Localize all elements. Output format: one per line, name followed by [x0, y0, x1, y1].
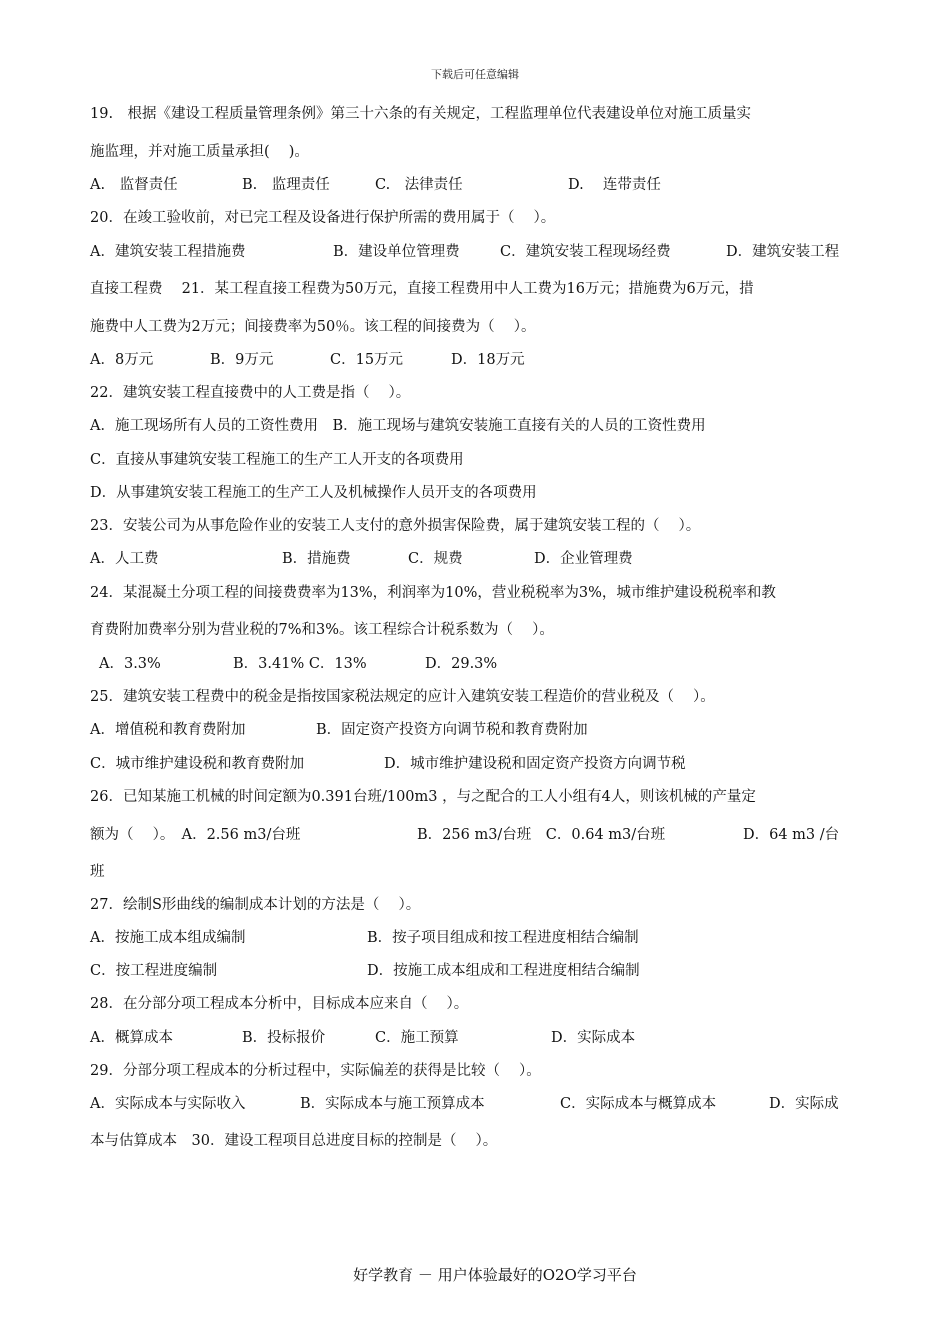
q26-line3: 班 — [90, 864, 105, 880]
q29-option-c: C．实际成本与概算成本 — [560, 1096, 717, 1112]
q19-stem-line2: 施监理，并对施工质量承担( )。 — [90, 144, 309, 160]
q25-stem: 25．建筑安装工程费中的税金是指按国家税法规定的应计入建筑安装工程造价的营业税及（ ）。 — [90, 689, 715, 705]
q27-option-b: B．按子项目组成和按工程进度相结合编制 — [367, 930, 639, 946]
q29-option-a: A．实际成本与实际收入 — [90, 1096, 246, 1112]
page-footer: 好学教育 － 用户体验最好的O2O学习平台 — [353, 1266, 637, 1284]
q20-option-c: C．建筑安装工程现场经费 — [500, 244, 671, 260]
q21-option-a: A．8万元 — [90, 352, 154, 368]
q24-options-bc: B．3.41% C．13% — [233, 656, 367, 672]
q25-option-c: C．城市维护建设税和教育费附加 — [90, 756, 305, 772]
q23-option-b: B．措施费 — [282, 551, 351, 567]
q21-option-d: D．18万元 — [451, 352, 525, 368]
q29-option-b: B．实际成本与施工预算成本 — [300, 1096, 485, 1112]
q21-stem-line2: 施费中人工费为2万元；间接费率为50％。该工程的间接费为（ ）。 — [90, 319, 536, 335]
q21-option-b: B．9万元 — [210, 352, 274, 368]
q20-stem: 20．在竣工验收前，对已完工程及设备进行保护所需的费用属于（ ）。 — [90, 210, 556, 226]
q21-option-c: C．15万元 — [330, 352, 404, 368]
q27-option-a: A．按施工成本组成编制 — [90, 930, 246, 946]
q29-option-d: D．实际成 — [769, 1096, 839, 1112]
q25-option-a: A．增值税和教育费附加 — [90, 722, 246, 738]
q26-stem-and-option-a: 额为（ ）。 A．2.56 m3/台班 — [90, 827, 301, 843]
q29-stem: 29．分部分项工程成本的分析过程中，实际偏差的获得是比较（ ）。 — [90, 1063, 541, 1079]
q22-stem: 22．建筑安装工程直接费中的人工费是指（ ）。 — [90, 385, 411, 401]
q23-option-c: C．规费 — [408, 551, 463, 567]
q19-option-b: B. 监理责任 — [242, 177, 330, 193]
page-header: 下载后可任意编辑 — [431, 68, 519, 81]
q24-option-a: A．3.3% — [99, 656, 161, 672]
q20-option-d: D．建筑安装工程 — [726, 244, 840, 260]
q28-stem: 28．在分部分项工程成本分析中，目标成本应来自（ ）。 — [90, 996, 469, 1012]
q26-options-bc: B．256 m3/台班 C．0.64 m3/台班 — [417, 827, 666, 843]
q19-stem-line1: 19. 根据《建设工程质量管理条例》第三十六条的有关规定，工程监理单位代表建设单位对施工质量实 — [90, 106, 752, 122]
q24-option-d: D．29.3% — [425, 656, 498, 672]
q24-stem-line2: 育费附加费率分别为营业税的7%和3%。该工程综合计税系数为（ ）。 — [90, 622, 554, 638]
q19-option-d: D. 连带责任 — [568, 177, 661, 193]
q22-option-c: C．直接从事建筑安装工程施工的生产工人开支的各项费用 — [90, 452, 464, 468]
q25-option-b: B．固定资产投资方向调节税和教育费附加 — [316, 722, 588, 738]
q26-option-d: D．64 m3 /台 — [743, 827, 840, 843]
q23-option-d: D．企业管理费 — [534, 551, 633, 567]
q19-option-c: C. 法律责任 — [375, 177, 463, 193]
q27-option-d: D．按施工成本组成和工程进度相结合编制 — [367, 963, 640, 979]
q22-options-ab: A．施工现场所有人员的工资性费用 B．施工现场与建筑安装施工直接有关的人员的工资性费用 — [90, 418, 706, 434]
q19-option-a: A. 监督责任 — [90, 177, 178, 193]
q24-stem-line1: 24．某混凝土分项工程的间接费费率为13%，利润率为10%，营业税税率为3%，城市维护建设税税率和教 — [90, 585, 776, 601]
q22-option-d: D．从事建筑安装工程施工的生产工人及机械操作人员开支的各项费用 — [90, 485, 537, 501]
q25-option-d: D．城市维护建设税和固定资产投资方向调节税 — [384, 756, 686, 772]
q29-30-line3: 本与估算成本 30．建设工程项目总进度目标的控制是（ ）。 — [90, 1133, 498, 1149]
q26-stem-line2 — [90, 826, 840, 898]
q20-21-line3: 直接工程费 21．某工程直接工程费为50万元，直接工程费用中人工费为16万元；措施费为6万元，措 — [90, 281, 754, 297]
q20-option-b: B．建设单位管理费 — [333, 244, 460, 260]
q26-stem-line1: 26．已知某施工机械的时间定额为0.391台班/100m3 ，与之配合的工人小组有4人，则该机械的产量定 — [90, 789, 756, 805]
q28-option-a: A．概算成本 — [90, 1030, 173, 1046]
q23-option-a: A．人工费 — [90, 551, 159, 567]
q28-option-c: C．施工预算 — [375, 1030, 459, 1046]
q27-option-c: C．按工程进度编制 — [90, 963, 218, 979]
q28-option-d: D．实际成本 — [551, 1030, 636, 1046]
q27-stem: 27．绘制S形曲线的编制成本计划的方法是（ ）。 — [90, 897, 421, 913]
q28-option-b: B．投标报价 — [242, 1030, 326, 1046]
q20-option-a: A．建筑安装工程措施费 — [90, 244, 246, 260]
q23-stem: 23．安装公司为从事危险作业的安装工人支付的意外损害保险费，属于建筑安装工程的（ ）。 — [90, 518, 701, 534]
